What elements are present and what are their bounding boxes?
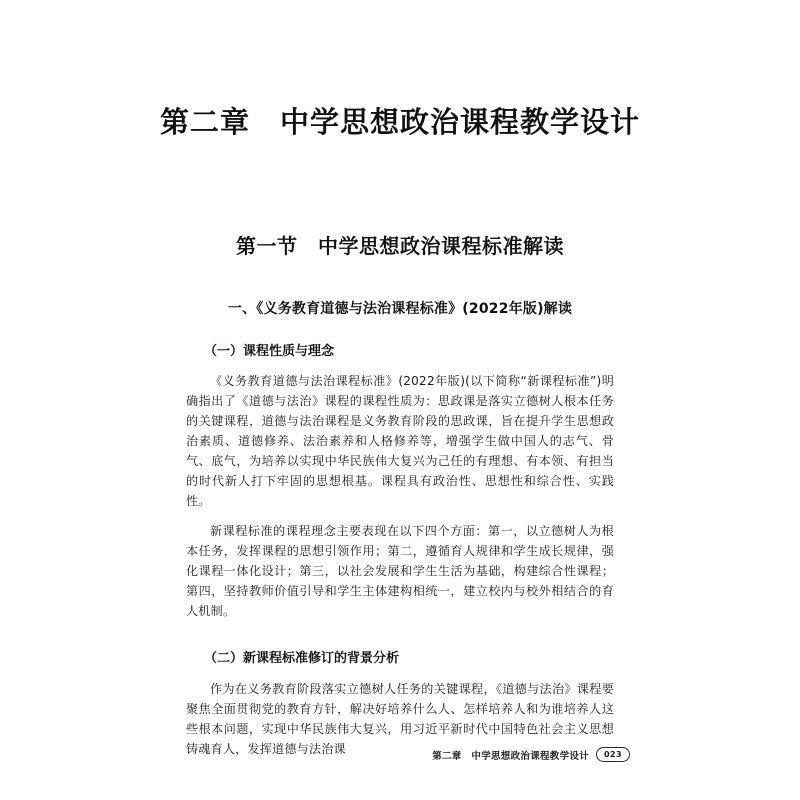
section-spacer bbox=[186, 631, 614, 649]
page-footer bbox=[432, 747, 630, 762]
chapter-title: 第二章 中学思想政治课程教学设计 bbox=[159, 105, 640, 140]
subsection-1-heading: （一）课程性质与理念 bbox=[204, 343, 335, 359]
content-column bbox=[186, 300, 614, 769]
paragraph: 新课程标准的课程理念主要表现在以下四个方面：第一，以立德树人为根本任务，发挥课程的思想引领作用；第二，遵循育人规律和学生成长规律，强化课程一体化设计；第三，以社会发展和学生生活为基础，构建综合性课程；第四，坚持教师价值引导和学生主体建构相统一，建立校内与校外相结合的育人机制。 bbox=[186, 524, 614, 619]
page-number-badge: 023 bbox=[596, 747, 630, 762]
subsection-2-heading: （二）新课程标准修订的背景分析 bbox=[204, 651, 400, 667]
section-title: 第一节 中学思想政治课程标准解读 bbox=[236, 233, 564, 258]
paragraph: 《义务教育道德与法治课程标准》(2022年版)(以下简称“新课程标准”)明确指出了《道德与法治》课程的课程性质为：思政课是落实立德树人根本任务的关键课程，道德与法治课程是义务教育阶段的思政课，旨在提升学生思想政治素质、道德修养、法治素养和人格修养等，增强学生做中国人的志气、骨气、底气，为培养以实现中华民族伟大复兴为己任的有理想、有本领、有担当的时代新人打下牢固的思想根基。课程具有政治性、思想性和综合性、实践性。 bbox=[186, 374, 614, 509]
footer-running-title: 第二章 中学思想政治课程教学设计 bbox=[432, 750, 589, 762]
paragraph: 作为在义务教育阶段落实立德树人任务的关键课程，《道德与法治》课程要聚焦全面贯彻党的教育方针，解决好培养什么人、怎样培养人和为谁培养人这些根本问题，实现中华民族伟大复兴，用习近平新时代中国特色社会主义思想铸魂育人，发挥道德与法治课 bbox=[186, 681, 614, 756]
heading-level-1: 一、《义务教育道德与法治课程标准》(2022年版)解读 bbox=[227, 301, 573, 317]
